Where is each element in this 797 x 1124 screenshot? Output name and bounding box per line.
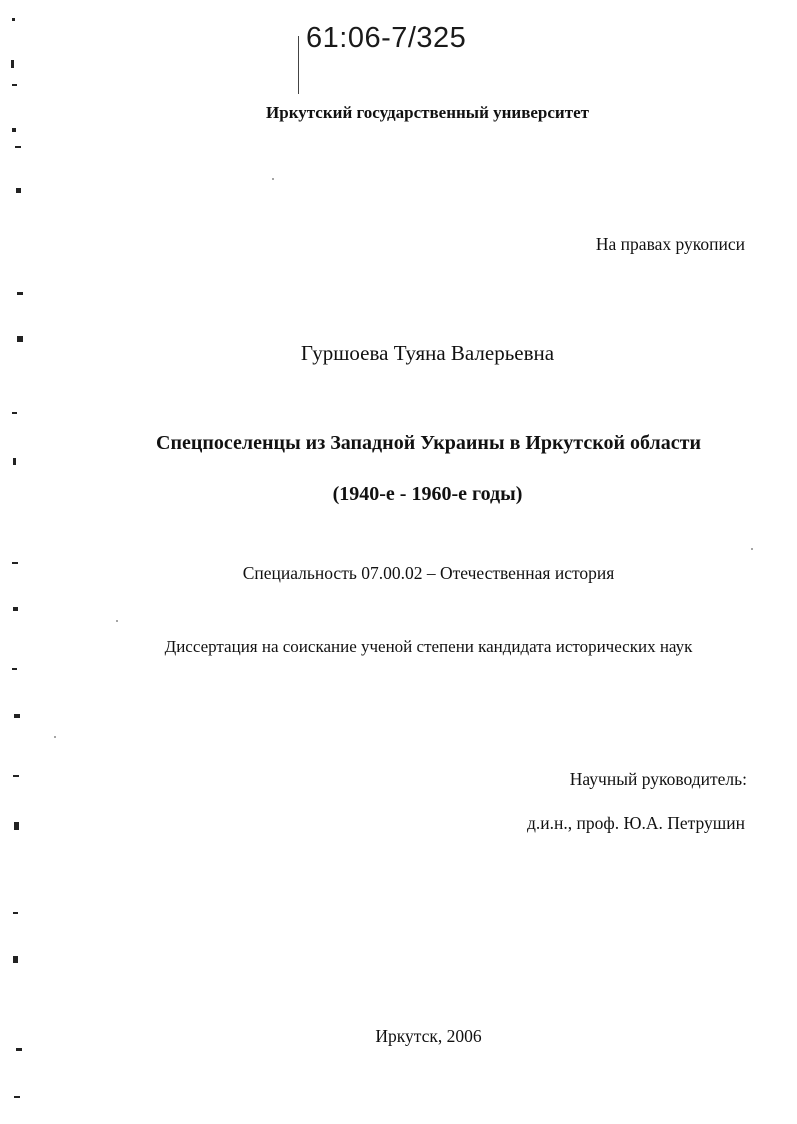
author-name: Гуршоева Туяна Валерьевна xyxy=(300,341,555,365)
dissertation-title-line-2: (1940-е - 1960-е годы) xyxy=(332,483,523,505)
supervisor-name: д.и.н., проф. Ю.А. Петрушин xyxy=(527,813,745,833)
supervisor-label: Научный руководитель: xyxy=(569,769,747,789)
stamp-vertical-line xyxy=(298,36,299,94)
dissertation-title-line-1: Спецпоселенцы из Западной Украины в Иркутской области xyxy=(156,432,701,454)
specialty-line: Специальность 07.00.02 – Отечественная история xyxy=(242,563,615,583)
city-year: Иркутск, 2006 xyxy=(375,1026,482,1046)
manuscript-rights-note: На правах рукописи xyxy=(595,234,745,254)
university-name: Иркутский государственный университет xyxy=(266,103,589,122)
dissertation-degree-line: Диссертация на соискание ученой степени кандидата исторических наук xyxy=(164,637,693,656)
library-stamp-code: 61:06-7/325 xyxy=(306,22,467,54)
